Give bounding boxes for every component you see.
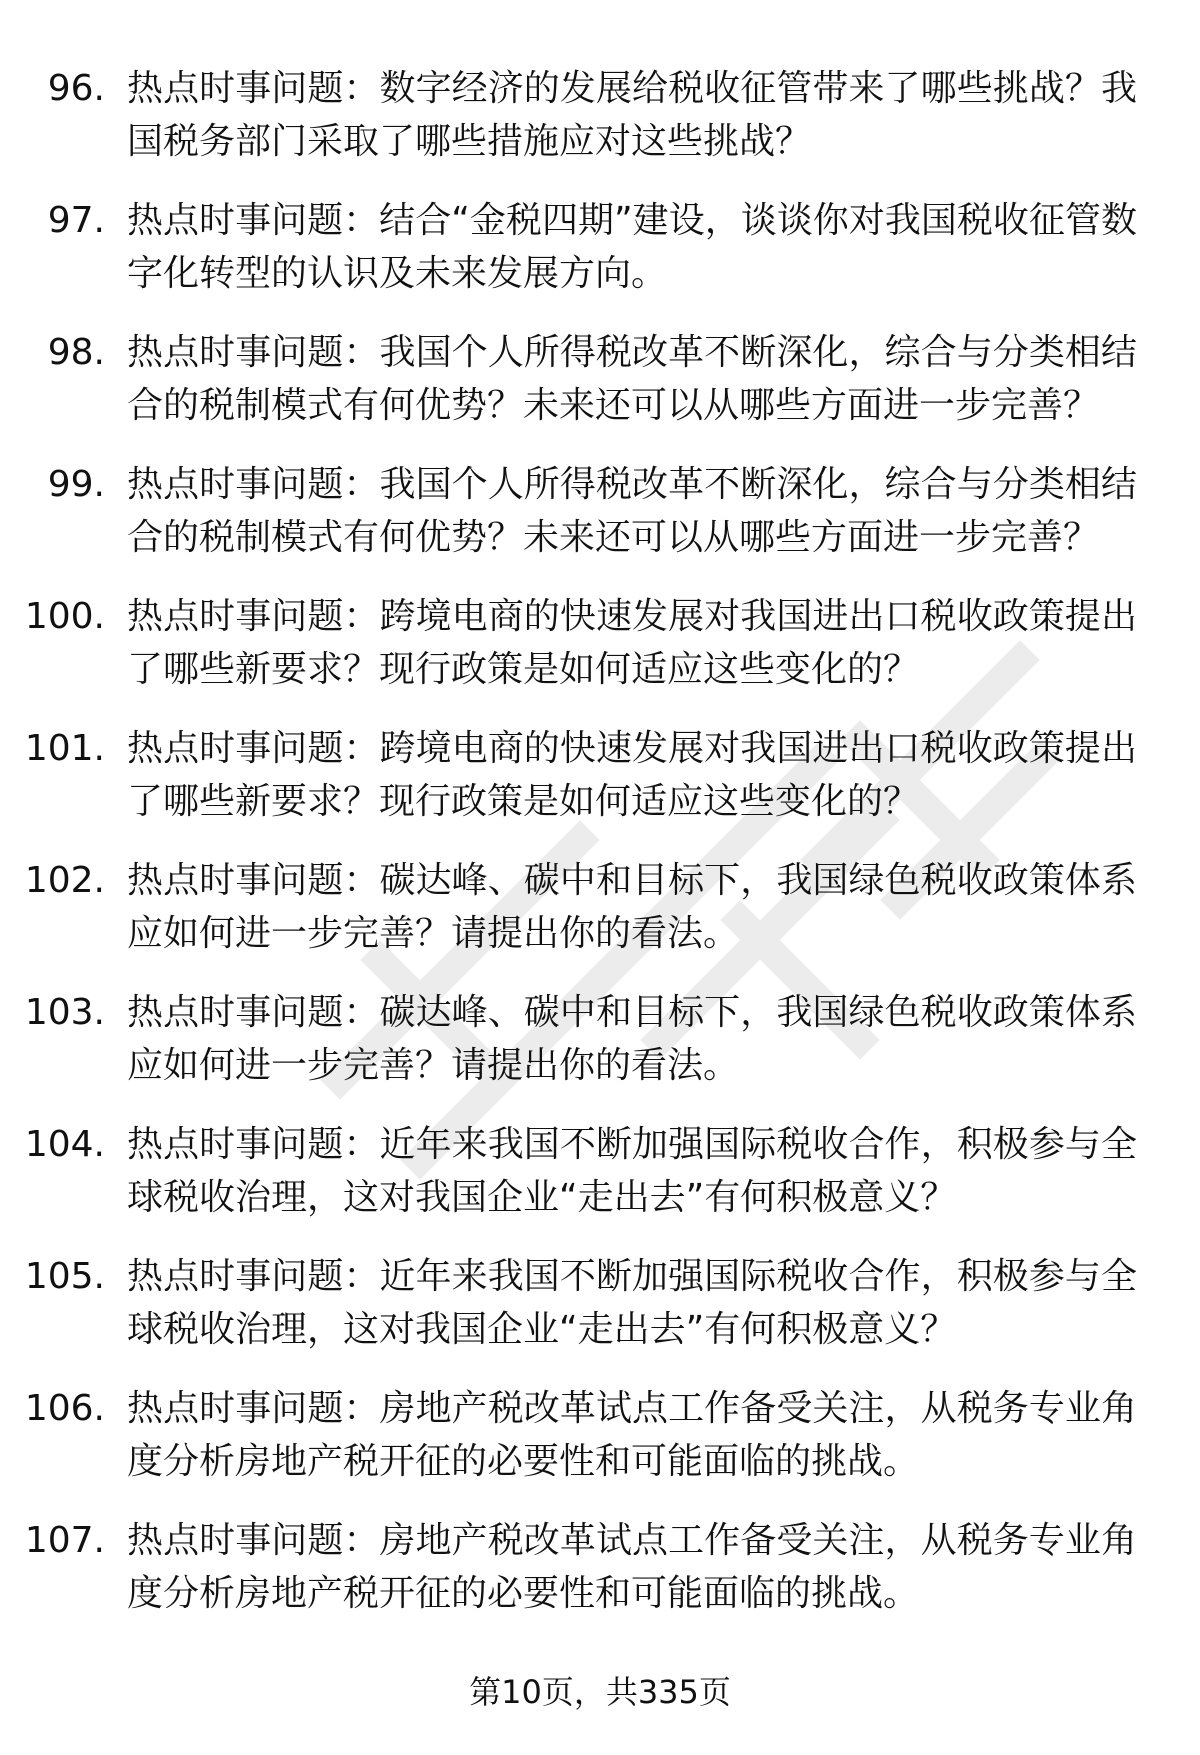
question-number: 99. — [47, 464, 105, 505]
question-item — [0, 458, 1200, 590]
question-item — [0, 62, 1200, 194]
question-item — [0, 1118, 1200, 1250]
question-number: 98. — [47, 332, 105, 373]
question-item — [0, 194, 1200, 326]
question-item — [0, 1514, 1200, 1646]
question-item — [0, 1250, 1200, 1382]
question-number: 103. — [24, 992, 105, 1033]
question-text: 热点时事问题：房地产税改革试点工作备受关注，从税务专业角度分析房地产税开征的必要性和可能面临的挑战。 — [127, 1520, 1137, 1614]
question-number: 96. — [47, 68, 105, 109]
question-number: 101. — [24, 728, 105, 769]
question-text: 热点时事问题：房地产税改革试点工作备受关注，从税务专业角度分析房地产税开征的必要性和可能面临的挑战。 — [127, 1388, 1137, 1482]
question-list — [0, 62, 1200, 1646]
question-text: 热点时事问题：近年来我国不断加强国际税收合作，积极参与全球税收治理，这对我国企业“走出去”有何积极意义？ — [127, 1124, 1137, 1218]
question-number: 105. — [24, 1256, 105, 1297]
question-number: 97. — [47, 200, 105, 241]
question-text: 热点时事问题：碳达峰、碳中和目标下，我国绿色税收政策体系应如何进一步完善？请提出你的看法。 — [127, 992, 1137, 1086]
question-item — [0, 722, 1200, 854]
question-item — [0, 854, 1200, 986]
question-number: 104. — [24, 1124, 105, 1165]
question-item — [0, 326, 1200, 458]
question-text: 热点时事问题：结合“金税四期”建设，谈谈你对我国税收征管数字化转型的认识及未来发展方向。 — [127, 200, 1137, 294]
question-item — [0, 1382, 1200, 1514]
question-text: 热点时事问题：跨境电商的快速发展对我国进出口税收政策提出了哪些新要求？现行政策是如何适应这些变化的？ — [127, 728, 1137, 822]
question-number: 100. — [24, 596, 105, 637]
question-text: 热点时事问题：近年来我国不断加强国际税收合作，积极参与全球税收治理，这对我国企业“走出去”有何积极意义？ — [127, 1256, 1137, 1350]
question-number: 102. — [24, 860, 105, 901]
question-number: 106. — [24, 1388, 105, 1429]
page-number-footer: 第10页，共335页 — [469, 1673, 731, 1711]
question-text: 热点时事问题：我国个人所得税改革不断深化，综合与分类相结合的税制模式有何优势？未来还可以从哪些方面进一步完善？ — [127, 332, 1137, 426]
question-text: 热点时事问题：跨境电商的快速发展对我国进出口税收政策提出了哪些新要求？现行政策是如何适应这些变化的？ — [127, 596, 1137, 690]
question-text: 热点时事问题：我国个人所得税改革不断深化，综合与分类相结合的税制模式有何优势？未来还可以从哪些方面进一步完善？ — [127, 464, 1137, 558]
question-item — [0, 986, 1200, 1118]
question-item — [0, 590, 1200, 722]
question-text: 热点时事问题：数字经济的发展给税收征管带来了哪些挑战？我国税务部门采取了哪些措施应对这些挑战？ — [127, 68, 1137, 162]
question-number: 107. — [24, 1520, 105, 1561]
question-text: 热点时事问题：碳达峰、碳中和目标下，我国绿色税收政策体系应如何进一步完善？请提出你的看法。 — [127, 860, 1137, 954]
